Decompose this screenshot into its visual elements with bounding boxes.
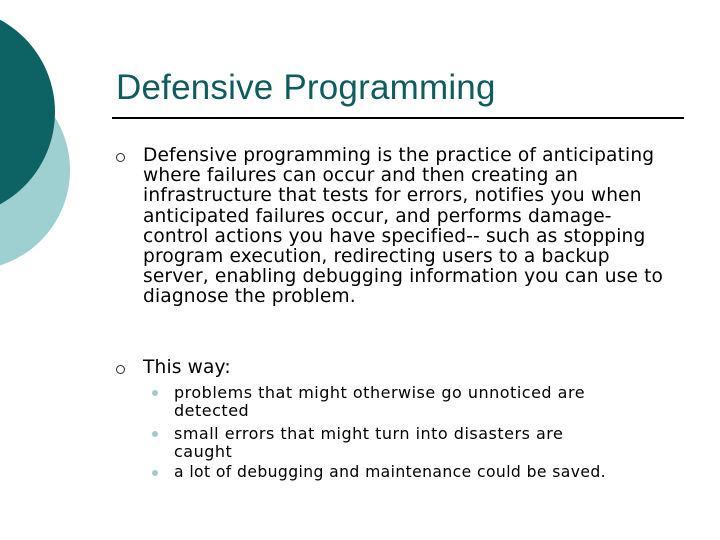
slide-title: Defensive Programming <box>116 68 496 107</box>
filled-dot-bullet-icon <box>152 431 158 437</box>
filled-dot-bullet-icon <box>152 390 158 396</box>
decorative-corner-circles <box>0 0 120 300</box>
filled-dot-bullet-icon <box>152 470 158 476</box>
sub-bullet-item <box>152 464 692 482</box>
bullet-text: Defensive programming is the practice of anticipating where failures can occur and then creating an infrastructure that tests for errors, notifies you when anticipated failures occur, and performs damage-control actions you have specified-- such as stopping program execution, redirecting users to a backup server, enabling debugging information you can use to diagnose the problem. <box>143 145 664 308</box>
title-underline <box>112 117 684 119</box>
hollow-circle-bullet-icon <box>116 365 125 374</box>
bullet-text: This way: <box>143 357 231 378</box>
sub-bullet-text: small errors that might turn into disasters are caught <box>174 424 564 461</box>
bullet-item <box>116 146 676 308</box>
hollow-circle-bullet-icon <box>116 153 125 162</box>
sub-bullet-text: a lot of debugging and maintenance could be saved. <box>174 463 606 481</box>
sub-bullet-text: problems that might otherwise go unnoticed are detected <box>174 383 586 420</box>
bullet-item <box>116 358 676 378</box>
sub-bullet-item <box>152 384 692 419</box>
sub-bullet-item <box>152 425 692 460</box>
